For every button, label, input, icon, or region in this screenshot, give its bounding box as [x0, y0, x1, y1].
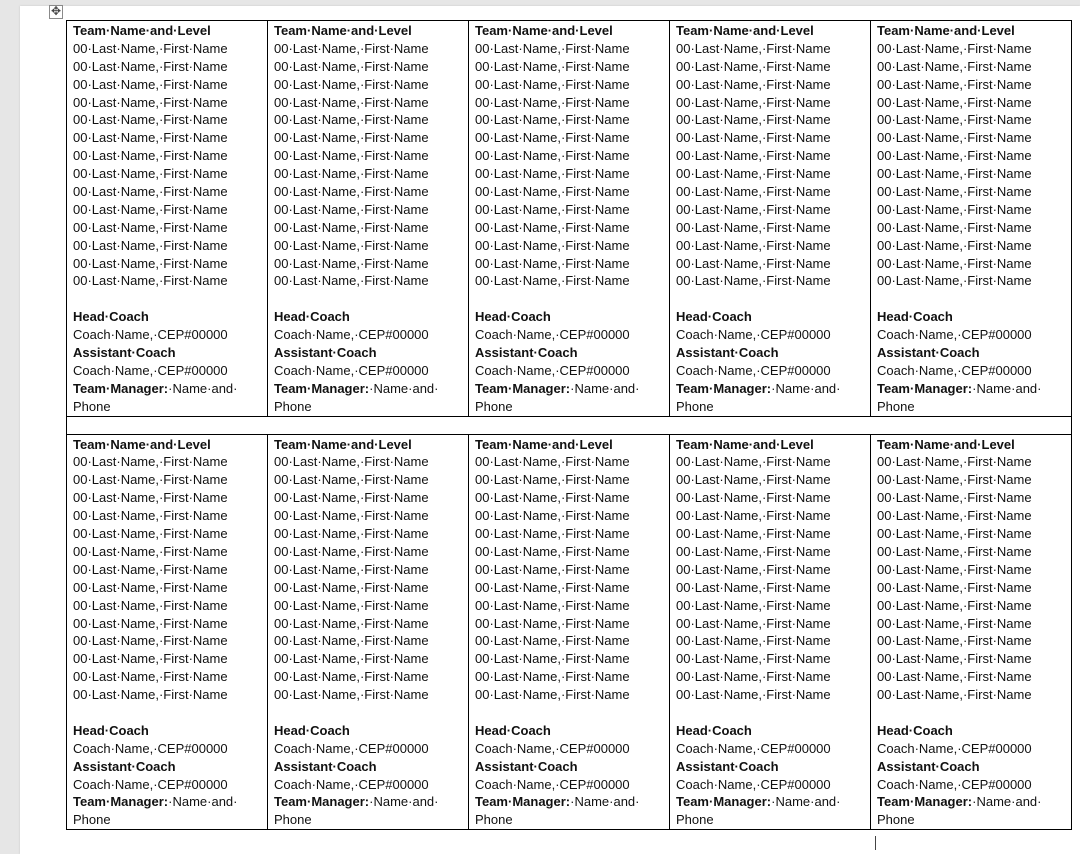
- team-manager-value: ·Name·and·: [570, 380, 640, 396]
- team-heading: Team·Name·and·Level: [877, 436, 1015, 452]
- player-line: 00·Last·Name,·First·Name: [475, 579, 630, 595]
- player-line: 00·Last·Name,·First·Name: [73, 687, 228, 703]
- head-coach-label: Head·Coach: [877, 722, 953, 738]
- player-line: 00·Last·Name,·First·Name: [274, 543, 429, 559]
- player-line: 00·Last·Name,·First·Name: [73, 219, 228, 235]
- head-coach-value: Coach·Name,·CEP#00000: [73, 740, 228, 756]
- player-line: 00·Last·Name,·First·Name: [877, 237, 1032, 253]
- team-manager-line: [274, 380, 464, 398]
- team-manager-label: Team·Manager:: [475, 380, 571, 396]
- player-line: 00·Last·Name,·First·Name: [274, 687, 429, 703]
- player-line: 00·Last·Name,·First·Name: [676, 112, 831, 128]
- player-line: 00·Last·Name,·First·Name: [475, 651, 630, 667]
- player-line: 00·Last·Name,·First·Name: [274, 633, 429, 649]
- assistant-coach-value: Coach·Name,·CEP#00000: [475, 362, 630, 378]
- head-coach-value: Coach·Name,·CEP#00000: [475, 327, 630, 343]
- team-manager-value: ·Name·and·: [771, 380, 841, 396]
- team-manager-phone: Phone: [877, 398, 915, 414]
- table-move-handle-icon[interactable]: ✥: [50, 4, 62, 18]
- player-line: 00·Last·Name,·First·Name: [676, 633, 831, 649]
- player-line: 00·Last·Name,·First·Name: [877, 148, 1032, 164]
- team-manager-value: ·Name·and·: [771, 794, 841, 810]
- player-line: 00·Last·Name,·First·Name: [274, 201, 429, 217]
- player-line: 00·Last·Name,·First·Name: [877, 58, 1032, 74]
- team-manager-label: Team·Manager:: [676, 794, 772, 810]
- player-line: 00·Last·Name,·First·Name: [877, 615, 1032, 631]
- player-line: 00·Last·Name,·First·Name: [877, 579, 1032, 595]
- player-line: 00·Last·Name,·First·Name: [475, 94, 630, 110]
- head-coach-value: Coach·Name,·CEP#00000: [676, 327, 831, 343]
- player-line: 00·Last·Name,·First·Name: [73, 490, 228, 506]
- head-coach-label: Head·Coach: [274, 722, 350, 738]
- player-line: 00·Last·Name,·First·Name: [73, 166, 228, 182]
- team-manager-line: [73, 793, 263, 811]
- player-line: 00·Last·Name,·First·Name: [475, 669, 630, 685]
- player-line: 00·Last·Name,·First·Name: [676, 148, 831, 164]
- player-line: 00·Last·Name,·First·Name: [877, 543, 1032, 559]
- player-line: 00·Last·Name,·First·Name: [274, 561, 429, 577]
- assistant-coach-label: Assistant·Coach: [676, 758, 779, 774]
- player-line: 00·Last·Name,·First·Name: [73, 472, 228, 488]
- player-line: 00·Last·Name,·First·Name: [475, 40, 630, 56]
- team-manager-phone: Phone: [274, 398, 312, 414]
- player-line: 00·Last·Name,·First·Name: [475, 526, 630, 542]
- team-manager-value: ·Name·and·: [369, 794, 439, 810]
- spacer-row: [67, 416, 1072, 434]
- player-line: 00·Last·Name,·First·Name: [274, 454, 429, 470]
- player-line: 00·Last·Name,·First·Name: [877, 687, 1032, 703]
- player-line: 00·Last·Name,·First·Name: [274, 472, 429, 488]
- text-cursor: [875, 836, 876, 850]
- player-line: 00·Last·Name,·First·Name: [73, 454, 228, 470]
- assistant-coach-value: Coach·Name,·CEP#00000: [877, 776, 1032, 792]
- head-coach-label: Head·Coach: [877, 309, 953, 325]
- team-manager-label: Team·Manager:: [274, 380, 370, 396]
- player-line: 00·Last·Name,·First·Name: [274, 615, 429, 631]
- player-line: 00·Last·Name,·First·Name: [475, 597, 630, 613]
- roster-card[interactable]: [268, 434, 469, 830]
- head-coach-label: Head·Coach: [475, 722, 551, 738]
- blank-line: [676, 290, 866, 308]
- player-line: 00·Last·Name,·First·Name: [676, 273, 831, 289]
- head-coach-value: Coach·Name,·CEP#00000: [274, 327, 429, 343]
- head-coach-label: Head·Coach: [676, 309, 752, 325]
- assistant-coach-label: Assistant·Coach: [877, 345, 980, 361]
- team-manager-phone: Phone: [877, 812, 915, 828]
- player-line: 00·Last·Name,·First·Name: [274, 508, 429, 524]
- player-line: 00·Last·Name,·First·Name: [73, 561, 228, 577]
- team-manager-phone: Phone: [73, 398, 111, 414]
- player-line: 00·Last·Name,·First·Name: [676, 615, 831, 631]
- player-line: 00·Last·Name,·First·Name: [73, 669, 228, 685]
- player-line: 00·Last·Name,·First·Name: [73, 40, 228, 56]
- player-line: 00·Last·Name,·First·Name: [877, 669, 1032, 685]
- roster-card[interactable]: [469, 434, 670, 830]
- team-manager-phone: Phone: [676, 398, 714, 414]
- player-line: 00·Last·Name,·First·Name: [274, 237, 429, 253]
- player-line: 00·Last·Name,·First·Name: [676, 651, 831, 667]
- head-coach-value: Coach·Name,·CEP#00000: [274, 740, 429, 756]
- roster-card[interactable]: [670, 434, 871, 830]
- blank-line: [877, 290, 1067, 308]
- player-line: 00·Last·Name,·First·Name: [475, 148, 630, 164]
- player-line: 00·Last·Name,·First·Name: [475, 490, 630, 506]
- team-manager-label: Team·Manager:: [475, 794, 571, 810]
- assistant-coach-label: Assistant·Coach: [475, 758, 578, 774]
- player-line: 00·Last·Name,·First·Name: [676, 184, 831, 200]
- blank-line: [877, 704, 1067, 722]
- player-line: 00·Last·Name,·First·Name: [475, 112, 630, 128]
- assistant-coach-label: Assistant·Coach: [274, 758, 377, 774]
- player-line: 00·Last·Name,·First·Name: [73, 508, 228, 524]
- blank-line: [676, 704, 866, 722]
- player-line: 00·Last·Name,·First·Name: [676, 166, 831, 182]
- team-heading: Team·Name·and·Level: [274, 23, 412, 38]
- assistant-coach-value: Coach·Name,·CEP#00000: [676, 362, 831, 378]
- player-line: 00·Last·Name,·First·Name: [877, 526, 1032, 542]
- team-manager-label: Team·Manager:: [877, 794, 973, 810]
- team-manager-line: [676, 793, 866, 811]
- team-manager-phone: Phone: [73, 812, 111, 828]
- player-line: 00·Last·Name,·First·Name: [73, 255, 228, 271]
- spacer-cell: [67, 416, 1072, 434]
- team-manager-phone: Phone: [475, 398, 513, 414]
- head-coach-label: Head·Coach: [475, 309, 551, 325]
- team-manager-value: ·Name·and·: [570, 794, 640, 810]
- team-manager-line: [877, 793, 1067, 811]
- player-line: 00·Last·Name,·First·Name: [877, 219, 1032, 235]
- player-line: 00·Last·Name,·First·Name: [877, 454, 1032, 470]
- team-heading: Team·Name·and·Level: [274, 436, 412, 452]
- player-line: 00·Last·Name,·First·Name: [877, 472, 1032, 488]
- player-line: 00·Last·Name,·First·Name: [475, 454, 630, 470]
- player-line: 00·Last·Name,·First·Name: [877, 94, 1032, 110]
- head-coach-label: Head·Coach: [676, 722, 752, 738]
- player-line: 00·Last·Name,·First·Name: [676, 472, 831, 488]
- roster-card[interactable]: [67, 21, 268, 417]
- team-heading: Team·Name·and·Level: [676, 23, 814, 38]
- team-manager-phone: Phone: [274, 812, 312, 828]
- assistant-coach-label: Assistant·Coach: [877, 758, 980, 774]
- player-line: 00·Last·Name,·First·Name: [274, 184, 429, 200]
- player-line: 00·Last·Name,·First·Name: [73, 543, 228, 559]
- player-line: 00·Last·Name,·First·Name: [73, 94, 228, 110]
- team-manager-label: Team·Manager:: [73, 794, 169, 810]
- player-line: 00·Last·Name,·First·Name: [676, 490, 831, 506]
- player-line: 00·Last·Name,·First·Name: [475, 543, 630, 559]
- head-coach-value: Coach·Name,·CEP#00000: [877, 740, 1032, 756]
- player-line: 00·Last·Name,·First·Name: [274, 669, 429, 685]
- team-manager-value: ·Name·and·: [972, 794, 1042, 810]
- player-line: 00·Last·Name,·First·Name: [877, 633, 1032, 649]
- player-line: 00·Last·Name,·First·Name: [274, 148, 429, 164]
- team-heading: Team·Name·and·Level: [475, 436, 613, 452]
- team-manager-value: ·Name·and·: [168, 380, 238, 396]
- team-manager-phone: Phone: [475, 812, 513, 828]
- card-row: [67, 434, 1072, 830]
- team-heading: Team·Name·and·Level: [73, 23, 211, 38]
- player-line: 00·Last·Name,·First·Name: [877, 166, 1032, 182]
- head-coach-value: Coach·Name,·CEP#00000: [877, 327, 1032, 343]
- player-line: 00·Last·Name,·First·Name: [877, 273, 1032, 289]
- player-line: 00·Last·Name,·First·Name: [274, 130, 429, 146]
- player-line: 00·Last·Name,·First·Name: [475, 201, 630, 217]
- player-line: 00·Last·Name,·First·Name: [475, 615, 630, 631]
- player-line: 00·Last·Name,·First·Name: [877, 76, 1032, 92]
- player-line: 00·Last·Name,·First·Name: [877, 184, 1032, 200]
- player-line: 00·Last·Name,·First·Name: [877, 561, 1032, 577]
- player-line: 00·Last·Name,·First·Name: [475, 237, 630, 253]
- player-line: 00·Last·Name,·First·Name: [877, 112, 1032, 128]
- player-line: 00·Last·Name,·First·Name: [274, 490, 429, 506]
- player-line: 00·Last·Name,·First·Name: [274, 579, 429, 595]
- blank-line: [475, 290, 665, 308]
- player-line: 00·Last·Name,·First·Name: [274, 651, 429, 667]
- player-line: 00·Last·Name,·First·Name: [475, 58, 630, 74]
- player-line: 00·Last·Name,·First·Name: [676, 255, 831, 271]
- team-manager-value: ·Name·and·: [972, 380, 1042, 396]
- roster-card[interactable]: [871, 21, 1072, 417]
- player-line: 00·Last·Name,·First·Name: [475, 255, 630, 271]
- player-line: 00·Last·Name,·First·Name: [475, 184, 630, 200]
- team-manager-line: [475, 793, 665, 811]
- player-line: 00·Last·Name,·First·Name: [676, 561, 831, 577]
- player-line: 00·Last·Name,·First·Name: [676, 454, 831, 470]
- player-line: 00·Last·Name,·First·Name: [676, 201, 831, 217]
- player-line: 00·Last·Name,·First·Name: [73, 112, 228, 128]
- player-line: 00·Last·Name,·First·Name: [73, 148, 228, 164]
- player-line: 00·Last·Name,·First·Name: [676, 130, 831, 146]
- player-line: 00·Last·Name,·First·Name: [274, 94, 429, 110]
- blank-line: [274, 704, 464, 722]
- player-line: 00·Last·Name,·First·Name: [877, 597, 1032, 613]
- player-line: 00·Last·Name,·First·Name: [73, 597, 228, 613]
- head-coach-value: Coach·Name,·CEP#00000: [475, 740, 630, 756]
- player-line: 00·Last·Name,·First·Name: [73, 615, 228, 631]
- player-line: 00·Last·Name,·First·Name: [676, 669, 831, 685]
- player-line: 00·Last·Name,·First·Name: [274, 273, 429, 289]
- player-line: 00·Last·Name,·First·Name: [475, 76, 630, 92]
- player-line: 00·Last·Name,·First·Name: [73, 273, 228, 289]
- assistant-coach-label: Assistant·Coach: [676, 345, 779, 361]
- player-line: 00·Last·Name,·First·Name: [475, 633, 630, 649]
- player-line: 00·Last·Name,·First·Name: [274, 40, 429, 56]
- player-line: 00·Last·Name,·First·Name: [475, 219, 630, 235]
- head-coach-value: Coach·Name,·CEP#00000: [676, 740, 831, 756]
- roster-card[interactable]: [67, 434, 268, 830]
- player-line: 00·Last·Name,·First·Name: [73, 130, 228, 146]
- blank-line: [73, 704, 263, 722]
- player-line: 00·Last·Name,·First·Name: [274, 526, 429, 542]
- head-coach-value: Coach·Name,·CEP#00000: [73, 327, 228, 343]
- player-line: 00·Last·Name,·First·Name: [676, 543, 831, 559]
- player-line: 00·Last·Name,·First·Name: [73, 579, 228, 595]
- player-line: 00·Last·Name,·First·Name: [676, 58, 831, 74]
- team-manager-line: [73, 380, 263, 398]
- team-manager-label: Team·Manager:: [274, 794, 370, 810]
- player-line: 00·Last·Name,·First·Name: [475, 561, 630, 577]
- player-line: 00·Last·Name,·First·Name: [475, 687, 630, 703]
- assistant-coach-label: Assistant·Coach: [73, 758, 176, 774]
- player-line: 00·Last·Name,·First·Name: [274, 219, 429, 235]
- player-line: 00·Last·Name,·First·Name: [475, 273, 630, 289]
- player-line: 00·Last·Name,·First·Name: [73, 237, 228, 253]
- assistant-coach-value: Coach·Name,·CEP#00000: [676, 776, 831, 792]
- assistant-coach-value: Coach·Name,·CEP#00000: [475, 776, 630, 792]
- player-line: 00·Last·Name,·First·Name: [73, 201, 228, 217]
- player-line: 00·Last·Name,·First·Name: [676, 40, 831, 56]
- player-line: 00·Last·Name,·First·Name: [676, 687, 831, 703]
- player-line: 00·Last·Name,·First·Name: [877, 201, 1032, 217]
- player-line: 00·Last·Name,·First·Name: [73, 633, 228, 649]
- assistant-coach-value: Coach·Name,·CEP#00000: [274, 776, 429, 792]
- team-manager-line: [475, 380, 665, 398]
- player-line: 00·Last·Name,·First·Name: [877, 508, 1032, 524]
- player-line: 00·Last·Name,·First·Name: [73, 76, 228, 92]
- player-line: 00·Last·Name,·First·Name: [475, 130, 630, 146]
- head-coach-label: Head·Coach: [73, 722, 149, 738]
- player-line: 00·Last·Name,·First·Name: [676, 579, 831, 595]
- player-line: 00·Last·Name,·First·Name: [676, 219, 831, 235]
- assistant-coach-label: Assistant·Coach: [73, 345, 176, 361]
- team-heading: Team·Name·and·Level: [475, 23, 613, 38]
- team-manager-label: Team·Manager:: [676, 380, 772, 396]
- player-line: 00·Last·Name,·First·Name: [274, 255, 429, 271]
- player-line: 00·Last·Name,·First·Name: [475, 508, 630, 524]
- player-line: 00·Last·Name,·First·Name: [274, 58, 429, 74]
- player-line: 00·Last·Name,·First·Name: [73, 58, 228, 74]
- blank-line: [73, 290, 263, 308]
- team-roster-table: [66, 20, 1072, 830]
- assistant-coach-value: Coach·Name,·CEP#00000: [274, 362, 429, 378]
- player-line: 00·Last·Name,·First·Name: [676, 508, 831, 524]
- blank-line: [475, 704, 665, 722]
- assistant-coach-value: Coach·Name,·CEP#00000: [73, 362, 228, 378]
- player-line: 00·Last·Name,·First·Name: [73, 651, 228, 667]
- player-line: 00·Last·Name,·First·Name: [274, 597, 429, 613]
- head-coach-label: Head·Coach: [274, 309, 350, 325]
- player-line: 00·Last·Name,·First·Name: [877, 40, 1032, 56]
- team-manager-label: Team·Manager:: [877, 380, 973, 396]
- assistant-coach-label: Assistant·Coach: [274, 345, 377, 361]
- player-line: 00·Last·Name,·First·Name: [676, 76, 831, 92]
- team-manager-phone: Phone: [676, 812, 714, 828]
- head-coach-label: Head·Coach: [73, 309, 149, 325]
- player-line: 00·Last·Name,·First·Name: [877, 651, 1032, 667]
- team-heading: Team·Name·and·Level: [73, 436, 211, 452]
- team-manager-line: [274, 793, 464, 811]
- player-line: 00·Last·Name,·First·Name: [73, 184, 228, 200]
- player-line: 00·Last·Name,·First·Name: [676, 597, 831, 613]
- player-line: 00·Last·Name,·First·Name: [475, 166, 630, 182]
- player-line: 00·Last·Name,·First·Name: [877, 490, 1032, 506]
- blank-line: [274, 290, 464, 308]
- team-heading: Team·Name·and·Level: [676, 436, 814, 452]
- assistant-coach-label: Assistant·Coach: [475, 345, 578, 361]
- player-line: 00·Last·Name,·First·Name: [274, 166, 429, 182]
- roster-card[interactable]: [871, 434, 1072, 830]
- team-heading: Team·Name·and·Level: [877, 23, 1015, 38]
- player-line: 00·Last·Name,·First·Name: [475, 472, 630, 488]
- player-line: 00·Last·Name,·First·Name: [676, 237, 831, 253]
- roster-card[interactable]: [670, 21, 871, 417]
- player-line: 00·Last·Name,·First·Name: [274, 112, 429, 128]
- team-manager-value: ·Name·and·: [168, 794, 238, 810]
- player-line: 00·Last·Name,·First·Name: [877, 130, 1032, 146]
- assistant-coach-value: Coach·Name,·CEP#00000: [877, 362, 1032, 378]
- team-manager-line: [676, 380, 866, 398]
- team-manager-value: ·Name·and·: [369, 380, 439, 396]
- card-row: [67, 21, 1072, 417]
- player-line: 00·Last·Name,·First·Name: [676, 94, 831, 110]
- team-manager-label: Team·Manager:: [73, 380, 169, 396]
- roster-card[interactable]: [268, 21, 469, 417]
- player-line: 00·Last·Name,·First·Name: [73, 526, 228, 542]
- roster-card[interactable]: [469, 21, 670, 417]
- player-line: 00·Last·Name,·First·Name: [676, 526, 831, 542]
- player-line: 00·Last·Name,·First·Name: [274, 76, 429, 92]
- assistant-coach-value: Coach·Name,·CEP#00000: [73, 776, 228, 792]
- team-manager-line: [877, 380, 1067, 398]
- player-line: 00·Last·Name,·First·Name: [877, 255, 1032, 271]
